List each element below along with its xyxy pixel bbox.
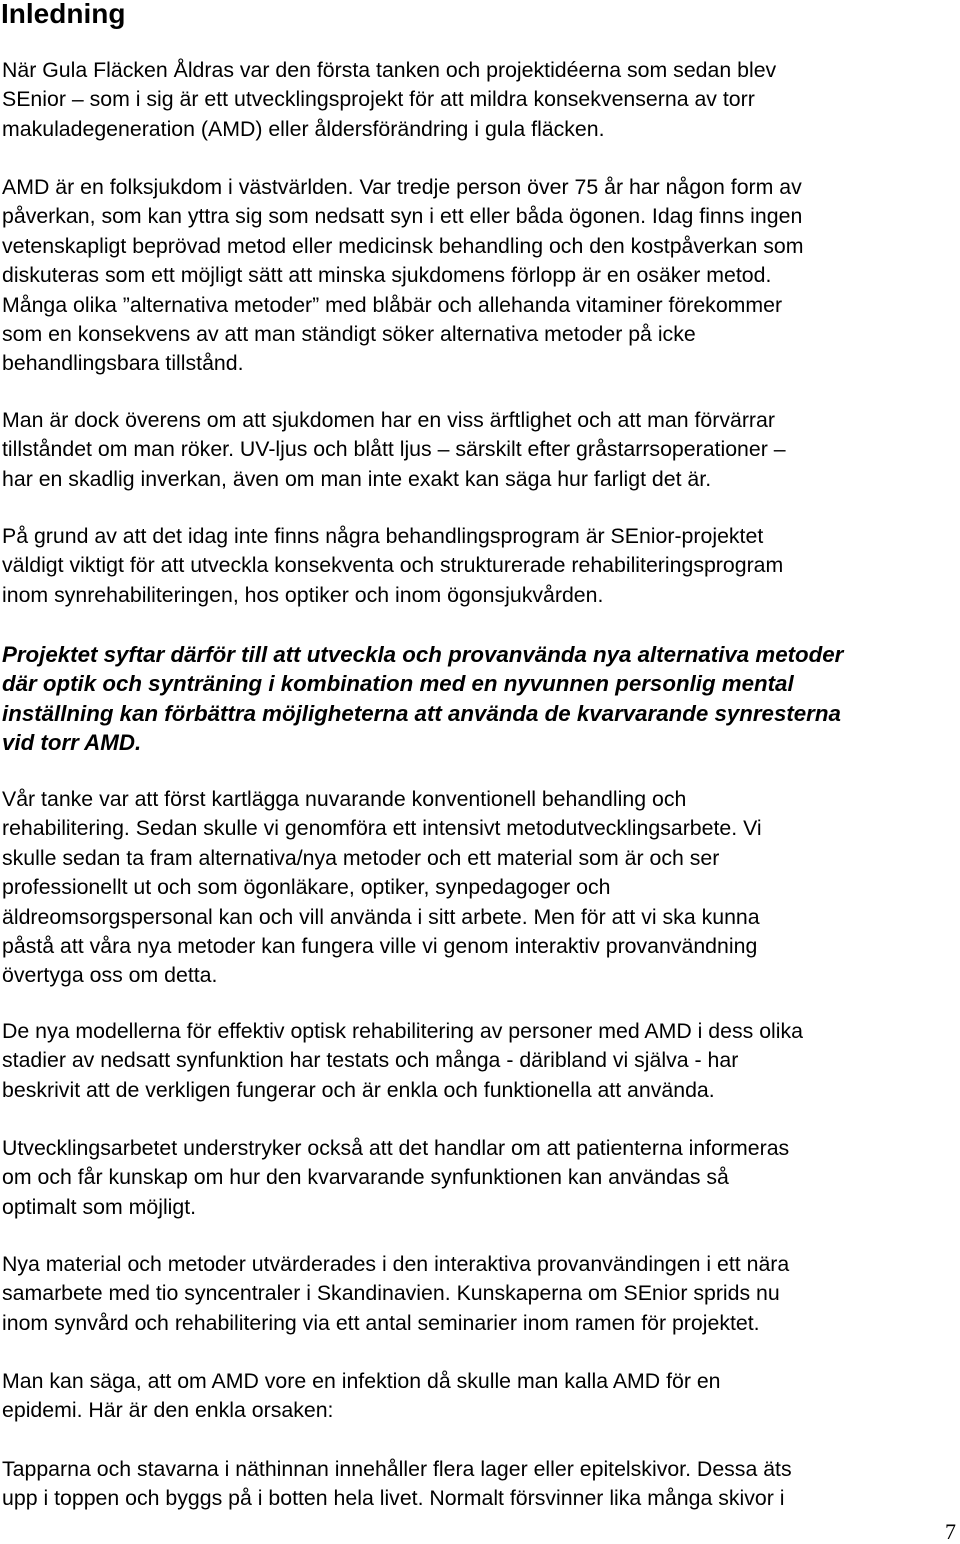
paragraph-6: Vår tanke var att först kartlägga nuvarande konventionell behandling och rehabilitering. Sedan skulle vi genomföra ett intensivt metodutvecklingsarbete. Vi skulle sedan ta fram alternativa/nya metoder och ett material som är och ser professionellt ut och som ögonläkare, optiker, synpedagoger och äldreomsorgspersonal kan och vill använda i sitt arbete. Men för att vi ska kunna påstå att våra nya metoder kan fungera ville vi genom interaktiv provanvändning övertyga oss om detta. [2,787,762,988]
paragraph-10: Man kan säga, att om AMD vore en infektion då skulle man kalla AMD för en epidemi. Här är den enkla orsaken: [2,1369,721,1423]
paragraph-11: Tapparna och stavarna i näthinnan innehåller flera lager eller epitelskivor. Dessa äts upp i toppen och byggs på i botten hela livet. Normalt försvinner lika många skivor i [2,1457,792,1511]
paragraph-9: Nya material och metoder utvärderades i den interaktiva provanvändingen i ett nära samarbete med tio syncentraler i Skandinavien. Kunskaperna om SEnior sprids nu inom synvård och rehabilitering via ett antal seminarier inom ramen för projektet. [2,1252,790,1335]
page-number: 7 [945,1519,956,1544]
paragraph-emphasis: Projektet syftar därför till att utveckla och provanvända nya alternativa metoder där optik och synträning i kombination med en nyvunnen personlig mental inställning kan förbättra möjligheterna att använda de kvarvarande synresterna vid torr AMD. [2,642,844,756]
paragraph-2: AMD är en folksjukdom i västvärlden. Var tredje person över 75 år har någon form av påverkan, som kan yttra sig som nedsatt syn i ett eller båda ögonen. Idag finns ingen vetenskapligt beprövad metod eller medicinsk behandling och den kostpåverkan som diskuteras som ett möjligt sätt att minska sjukdomens förlopp är en osäker metod. Många olika ”alternativa metoder” med blåbär och allehanda vitaminer förekommer som en konsekvens av att man ständigt söker alternativa metoder på icke behandlingsbara tillstånd. [2,175,804,376]
paragraph-1: När Gula Fläcken Åldras var den första tanken och projektidéerna som sedan blev SEnior – som i sig är ett utvecklingsprojekt för att mildra konsekvenserna av torr makuladegeneration (AMD) eller åldersförändring i gula fläcken. [2,58,777,141]
paragraph-8: Utvecklingsarbetet understryker också att det handlar om att patienterna informeras om och får kunskap om hur den kvarvarande synfunktionen kan användas så optimalt som möjligt. [2,1136,790,1219]
section-heading: Inledning [1,0,126,29]
paragraph-3: Man är dock överens om att sjukdomen har en viss ärftlighet och att man förvärrar tillståndet om man röker. UV-ljus och blått ljus – särskilt efter gråstarrsoperationer – har en skadlig inverkan, även om man inte exakt kan säga hur farligt det är. [2,408,786,491]
paragraph-4: På grund av att det idag inte finns några behandlingsprogram är SEnior-projektet väldigt viktigt för att utveckla konsekventa och strukturerade rehabiliteringsprogram inom synrehabiliteringen, hos optiker och inom ögonsjukvården. [2,524,784,607]
paragraph-7: De nya modellerna för effektiv optisk rehabilitering av personer med AMD i dess olika stadier av nedsatt synfunktion har testats och många - däribland vi själva - har beskrivit att de verkligen fungerar och är enkla och funktionella att använda. [2,1019,803,1102]
